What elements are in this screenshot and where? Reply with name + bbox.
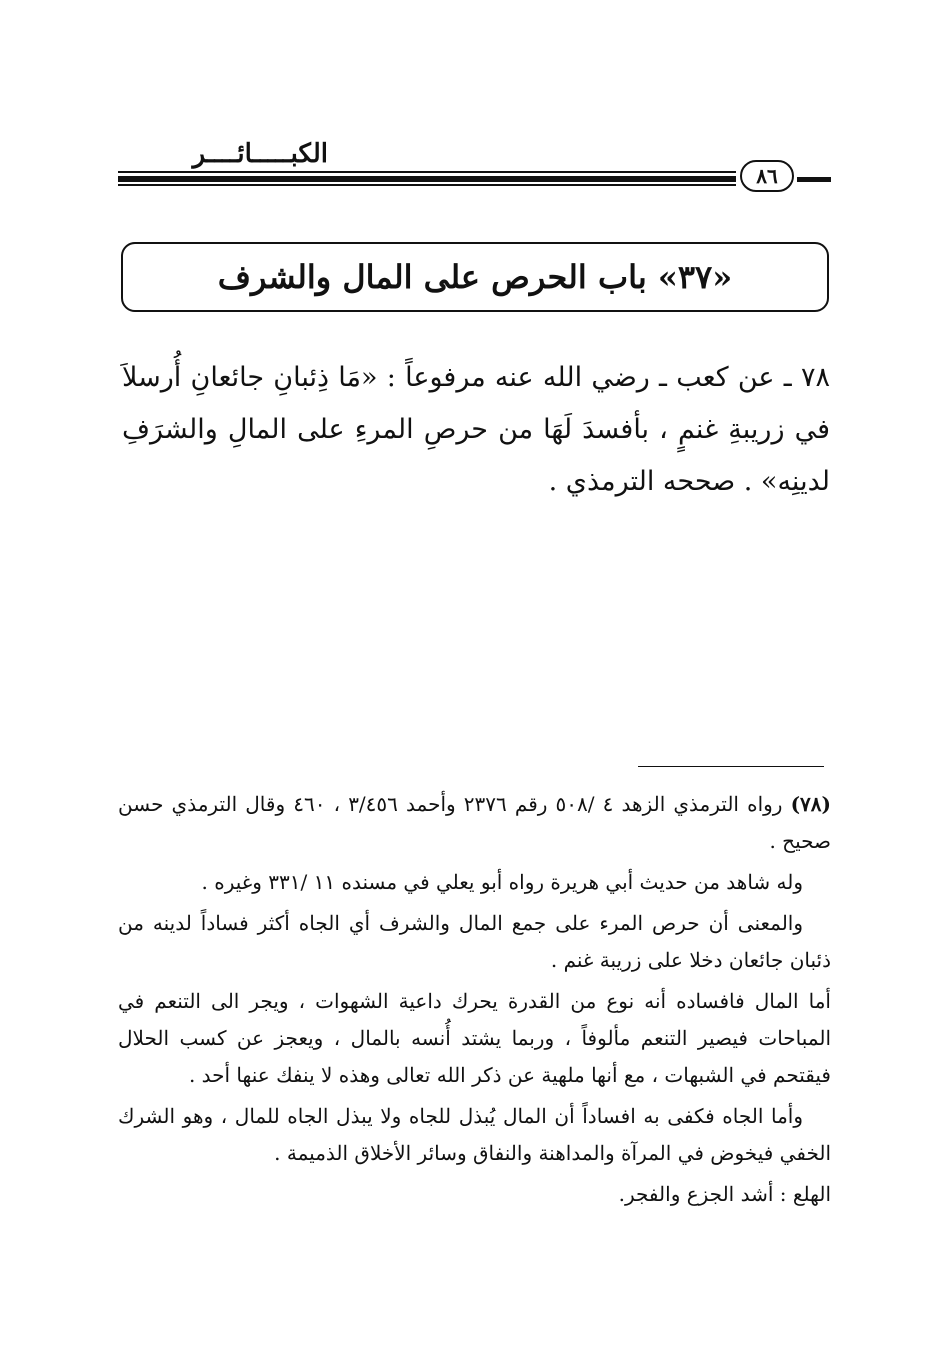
footnote-number: (٧٨) [790,792,831,816]
header-rule-right [797,177,831,182]
hadith-text: ٧٨ ـ عن كعب ـ رضي الله عنه مرفوعاً : «مَا ذِئبانِ جائعانِ أُرسلاَ في زريبةِ غنمٍ ، بأفسدَ لَهَا من حرصِ المرءِ على المالِ والشرَفِ لدينِه» . صححه الترمذي . [122,362,830,497]
footnote-text: رواه الترمذي الزهد ٤ /٥٠٨ رقم ٢٣٧٦ وأحمد ٣/٤٥٦ ، ٤٦٠ وقال الترمذي حسن صحيح . [118,792,831,853]
footnotes-section [118,786,831,1217]
header-rule-thin-bottom [118,184,736,186]
footnote-separator [638,766,824,767]
footnote-line: الهلع : أشد الجزع والفجر. [618,1182,831,1206]
header-rule-thin-top [118,171,736,173]
hadith-body [122,352,830,508]
footnote-line: وله شاهد من حديث أبي هريرة رواه أبو يعلي في مسنده ١١ /٣٣١ وغيره . [201,870,803,894]
chapter-heading-box [121,242,829,312]
page-number-badge: ٨٦ [740,160,794,192]
chapter-title: «٣٧» باب الحرص على المال والشرف [217,258,733,296]
footnote-line [118,786,831,860]
footnote-line: أما المال فافساده أنه نوع من القدرة يحرك داعية الشهوات ، ويجر الى التنعم في المباحات فيصير التنعم مألوفاً ، وربما يشتد أُنسه بالمال ، ويعجز عن كسب الحلال فيقتحم في الشبهات ، مع أنها ملهية عن ذكر الله تعالى وهذه لا ينفك عنها أحد . [118,989,831,1087]
footnote-line: والمعنى أن حرص المرء على جمع المال والشرف أي الجاه أكثر فساداً لدينه من ذئبان جائعان دخلا على زريبة غنم . [118,911,831,972]
running-header-title: الكبـــــائــــر [192,139,328,169]
footnote-line: وأما الجاه فكفى به افساداً أن المال يُبذل للجاه ولا يبذل الجاه للمال ، وهو الشرك الخفي فيخوض في المرآة والمداهنة والنفاق وسائر الأخلاق الذميمة . [118,1104,831,1165]
header-rule-thick [118,176,736,182]
